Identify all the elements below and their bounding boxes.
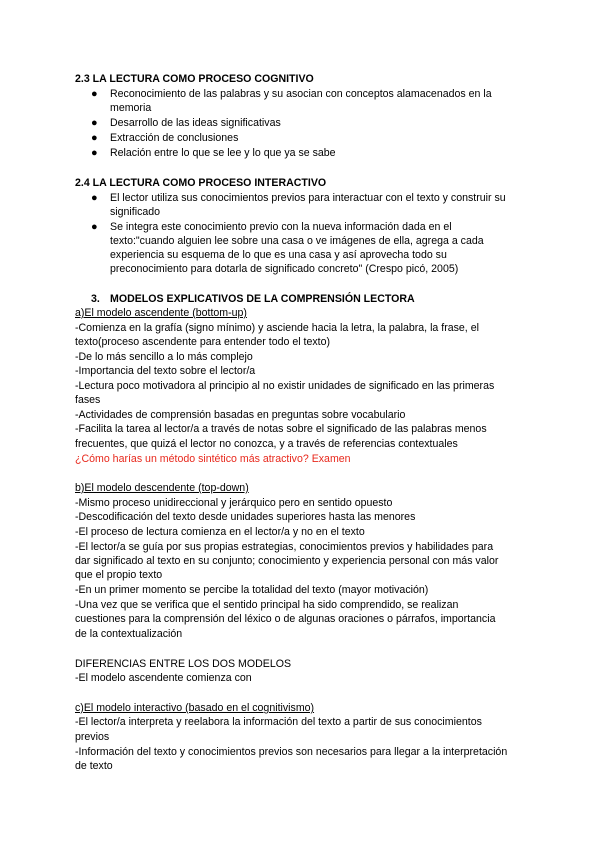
model-c-line: de texto xyxy=(75,760,113,772)
model-a-line: -Facilita la tarea al lector/a a través de notas sobre el significado de las palabras menos xyxy=(75,423,487,435)
bullet-icon: ● xyxy=(91,221,98,233)
model-b-line: cuestiones para la comprensión del léxico o de algunas oraciones o párrafos, importancia xyxy=(75,613,496,625)
differences-line: -El modelo ascendente comienza con xyxy=(75,672,252,684)
s23-bullet-3: Extracción de conclusiones xyxy=(110,132,239,144)
s23-bullet-2: Desarrollo de las ideas significativas xyxy=(110,117,281,129)
s24-bullet-1-line-2: significado xyxy=(110,206,161,218)
s24-bullet-2-line-4: preconocimiento para dotarla de significado concreto" (Crespo picó, 2005) xyxy=(110,263,459,275)
model-a-line: -Actividades de comprensión basadas en preguntas sobre vocabulario xyxy=(75,409,406,421)
model-a-line: texto(proceso ascendente para entender todo el texto) xyxy=(75,336,331,348)
exam-question: ¿Cómo harías un método sintético más atractivo? Examen xyxy=(75,453,351,465)
model-b-title: b)El modelo descendente (top-down) xyxy=(75,482,249,494)
model-b-line: dar significado al texto en su conjunto; conocimiento y experiencia personal con más valor xyxy=(75,555,499,567)
model-a-line: frecuentes, que quizá el lector no conozca, y a través de referencias contextuales xyxy=(75,438,458,450)
differences-title: DIFERENCIAS ENTRE LOS DOS MODELOS xyxy=(75,658,292,670)
model-b-line: que el propio texto xyxy=(75,569,163,581)
model-b-line: de la contextualización xyxy=(75,628,183,640)
model-b-line: -El proceso de lectura comienza en el lector/a y no en el texto xyxy=(75,526,365,538)
model-c-line: previos xyxy=(75,731,110,743)
model-a-line: -Lectura poco motivadora al principio al no existir unidades de significado en las primeras xyxy=(75,380,495,392)
s24-bullet-2-line-2: texto:"cuando alguien lee sobre una casa o ve imágenes de ella, agrega a cada xyxy=(110,235,484,247)
model-c-line: -Información del texto y conocimientos previos son necesarios para llegar a la interpretación xyxy=(75,746,508,758)
s24-bullet-1-line-1: El lector utiliza sus conocimientos previos para interactuar con el texto y construir su xyxy=(110,192,506,204)
model-a-line: -Comienza en la grafía (signo mínimo) y asciende hacia la letra, la palabra, la frase, el xyxy=(75,322,479,334)
bullet-icon: ● xyxy=(91,132,98,144)
s23-bullet-1-line-2: memoria xyxy=(110,102,152,114)
model-a-line: -Importancia del texto sobre el lector/a xyxy=(75,365,256,377)
section-2-3-title: 2.3 LA LECTURA COMO PROCESO COGNITIVO xyxy=(75,73,314,85)
model-c-line: -El lector/a interpreta y reelabora la información del texto a partir de sus conocimientos xyxy=(75,716,482,728)
bullet-icon: ● xyxy=(91,117,98,129)
section-3-number: 3. xyxy=(91,293,100,305)
s24-bullet-2-line-3: experiencia su esquema de lo que es una casa y así aprovecha todo su xyxy=(110,249,447,261)
section-2-4-title: 2.4 LA LECTURA COMO PROCESO INTERACTIVO xyxy=(75,177,327,189)
model-b-line: -Mismo proceso unidireccional y jerárquico pero en sentido opuesto xyxy=(75,497,393,509)
bullet-icon: ● xyxy=(91,147,98,159)
section-3-title: MODELOS EXPLICATIVOS DE LA COMPRENSIÓN LECTORA xyxy=(110,293,415,305)
s23-bullet-4: Relación entre lo que se lee y lo que ya se sabe xyxy=(110,147,336,159)
model-c-title: c)El modelo interactivo (basado en el cognitivismo) xyxy=(75,702,315,714)
s24-bullet-2-line-1: Se integra este conocimiento previo con la nueva información dada en el xyxy=(110,221,452,233)
bullet-icon: ● xyxy=(91,192,98,204)
model-a-title: a)El modelo ascendente (bottom-up) xyxy=(75,307,247,319)
model-a-line: -De lo más sencillo a lo más complejo xyxy=(75,351,253,363)
model-a-line: fases xyxy=(75,394,101,406)
bullet-icon: ● xyxy=(91,88,98,100)
model-b-line: -Una vez que se verifica que el sentido principal ha sido comprendido, se realizan xyxy=(75,599,459,611)
model-b-line: -Descodificación del texto desde unidades superiores hasta las menores xyxy=(75,511,416,523)
model-b-line: -El lector/a se guía por sus propias estrategias, conocimientos previos y habilidades para xyxy=(75,541,494,553)
model-b-line: -En un primer momento se percibe la totalidad del texto (mayor motivación) xyxy=(75,584,429,596)
s23-bullet-1-line-1: Reconocimiento de las palabras y su asocian con conceptos alamacenados en la xyxy=(110,88,492,100)
